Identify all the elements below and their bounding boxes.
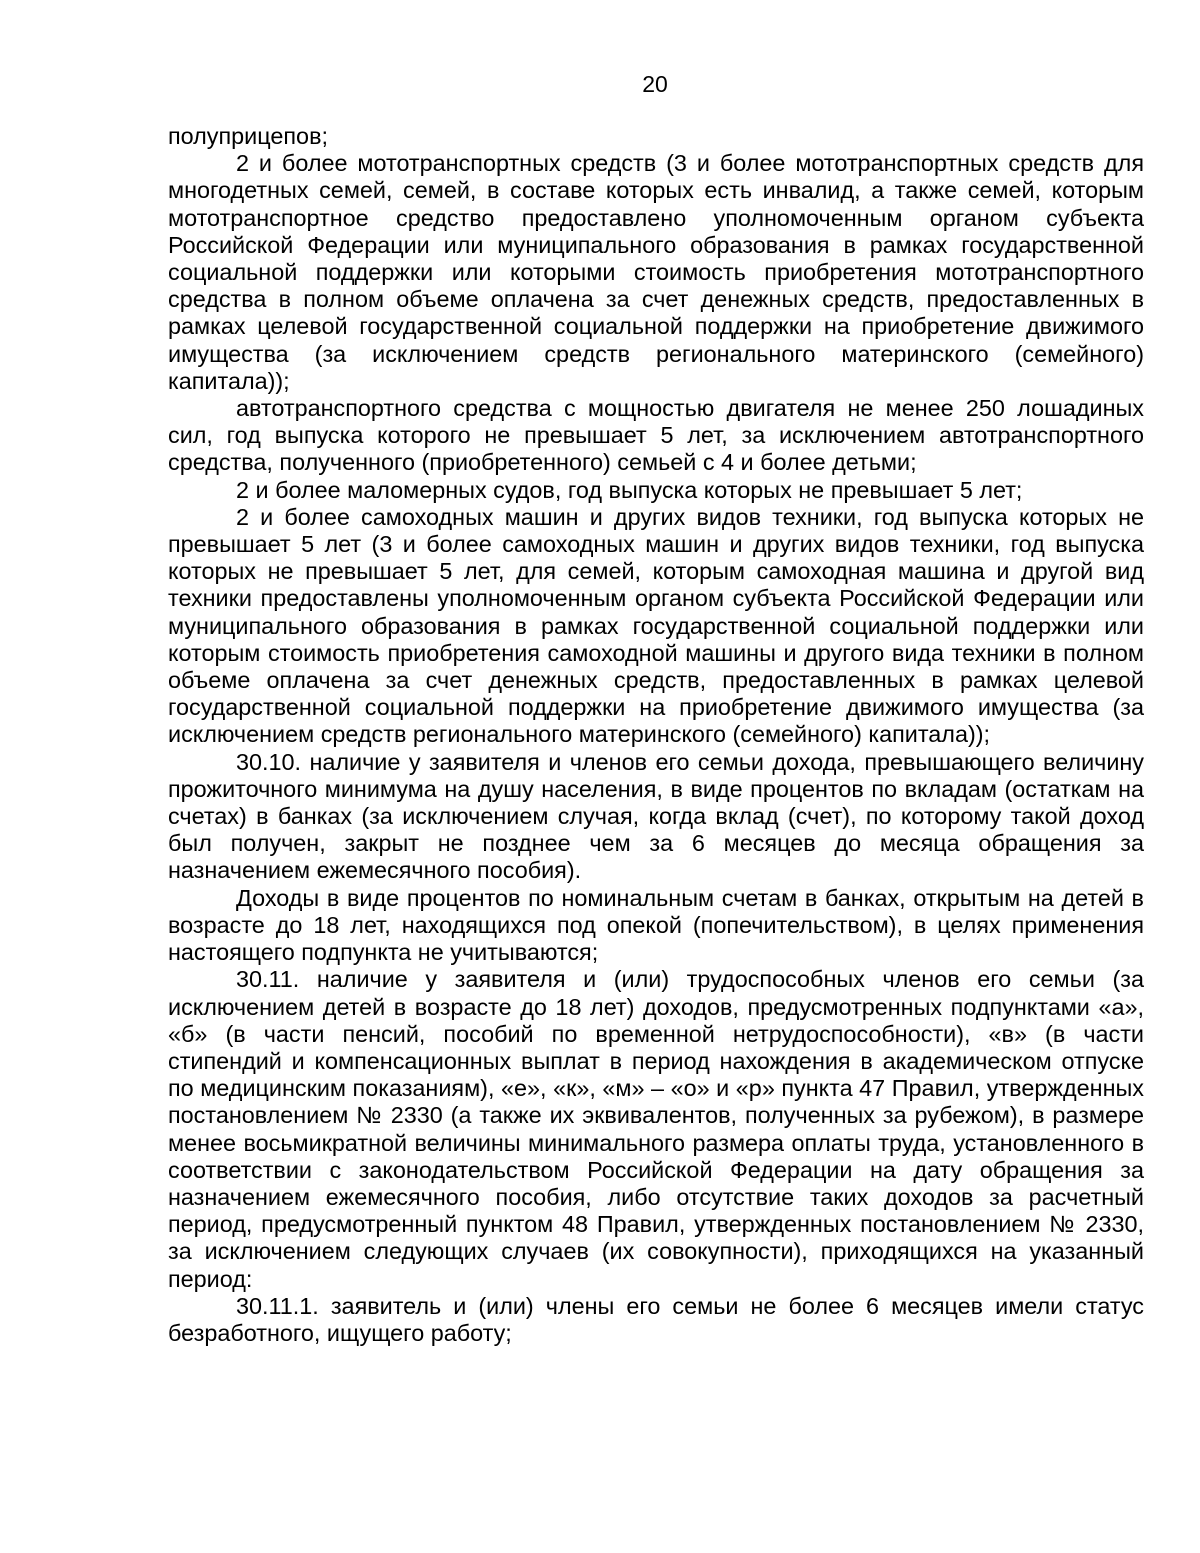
- paragraph-motor-vehicles: 2 и более мототранспортных средств (3 и более мототранспортных средств для многодетных семей, семей, в составе которых есть инвалид, а также семей, которым мототранспортное средство предоставлено уполномоченным органом субъекта Российской Федерации или муниципального образования в рамках государственной социальной поддержки или которыми стоимость приобретения мототранспортного средства в полном объеме оплачена за счет денежных средств, предоставленных в рамках целевой государственной социальной поддержки на приобретение движимого имущества (за исключением средств регионального материнского (семейного) капитала));: [168, 150, 1144, 394]
- paragraph-small-vessels: 2 и более маломерных судов, год выпуска которых не превышает 5 лет;: [236, 476, 1023, 503]
- document-body: [168, 123, 1144, 1347]
- paragraph-30-11: 30.11. наличие у заявителя и (или) трудоспособных членов его семьи (за исключением детей в возрасте до 18 лет) доходов, предусмотренных подпунктами «а», «б» (в части пенсий, пособий по временной нетрудоспособности), «в» (в части стипендий и компенсационных выплат в период нахождения в академическом отпуске по медицинским показаниям), «е», «к», «м» – «о» и «р» пункта 47 Правил, утвержденных постановлением № 2330 (а также их эквивалентов, полученных за рубежом), в размере менее восьмикратной величины минимального размера оплаты труда, установленного в соответствии с законодательством Российской Федерации на дату обращения за назначением ежемесячного пособия, либо отсутствие таких доходов за расчетный период, предусмотренный пунктом 48 Правил, утвержденных постановлением № 2330, за исключением следующих случаев (их совокупности), приходящихся на указанный период:: [168, 966, 1144, 1292]
- paragraph-30-11-1: 30.11.1. заявитель и (или) члены его семьи не более 6 месяцев имели статус безработного, ищущего работу;: [168, 1292, 1144, 1346]
- paragraph-auto-vehicle: автотранспортного средства с мощностью двигателя не менее 250 лошадиных сил, год выпуска которого не превышает 5 лет, за исключением автотранспортного средства, полученного (приобретенного) семьей с 4 и более детьми;: [168, 395, 1144, 476]
- paragraph-nominal-accounts: Доходы в виде процентов по номинальным счетам в банках, открытым на детей в возрасте до 18 лет, находящихся под опекой (попечительством), в целях применения настоящего подпункта не учитываются;: [168, 884, 1144, 966]
- paragraph-self-propelled: 2 и более самоходных машин и других видов техники, год выпуска которых не превышает 5 лет (3 и более самоходных машин и других видов техники, год выпуска которых не превышает 5 лет, для семей, которым самоходная машина и другой вид техники предоставлены уполномоченным органом субъекта Российской Федерации или муниципального образования в рамках государственной социальной поддержки или которым стоимость приобретения самоходной машины и другого вида техники в полном объеме оплачена за счет денежных средств, предоставленных в рамках целевой государственной социальной поддержки на приобретение движимого имущества (за исключением средств регионального материнского (семейного) капитала));: [168, 503, 1144, 748]
- paragraph-continuation: полуприцепов;: [168, 123, 328, 149]
- page-number: 20: [642, 71, 668, 97]
- paragraph-30-10: 30.10. наличие у заявителя и членов его семьи дохода, превышающего величину прожиточного минимума на душу населения, в виде процентов по вкладам (остаткам на счетах) в банках (за исключением случая, когда вклад (счет), по которому такой доход был получен, закрыт не позднее чем за 6 месяцев до месяца обращения за назначением ежемесячного пособия).: [168, 748, 1144, 884]
